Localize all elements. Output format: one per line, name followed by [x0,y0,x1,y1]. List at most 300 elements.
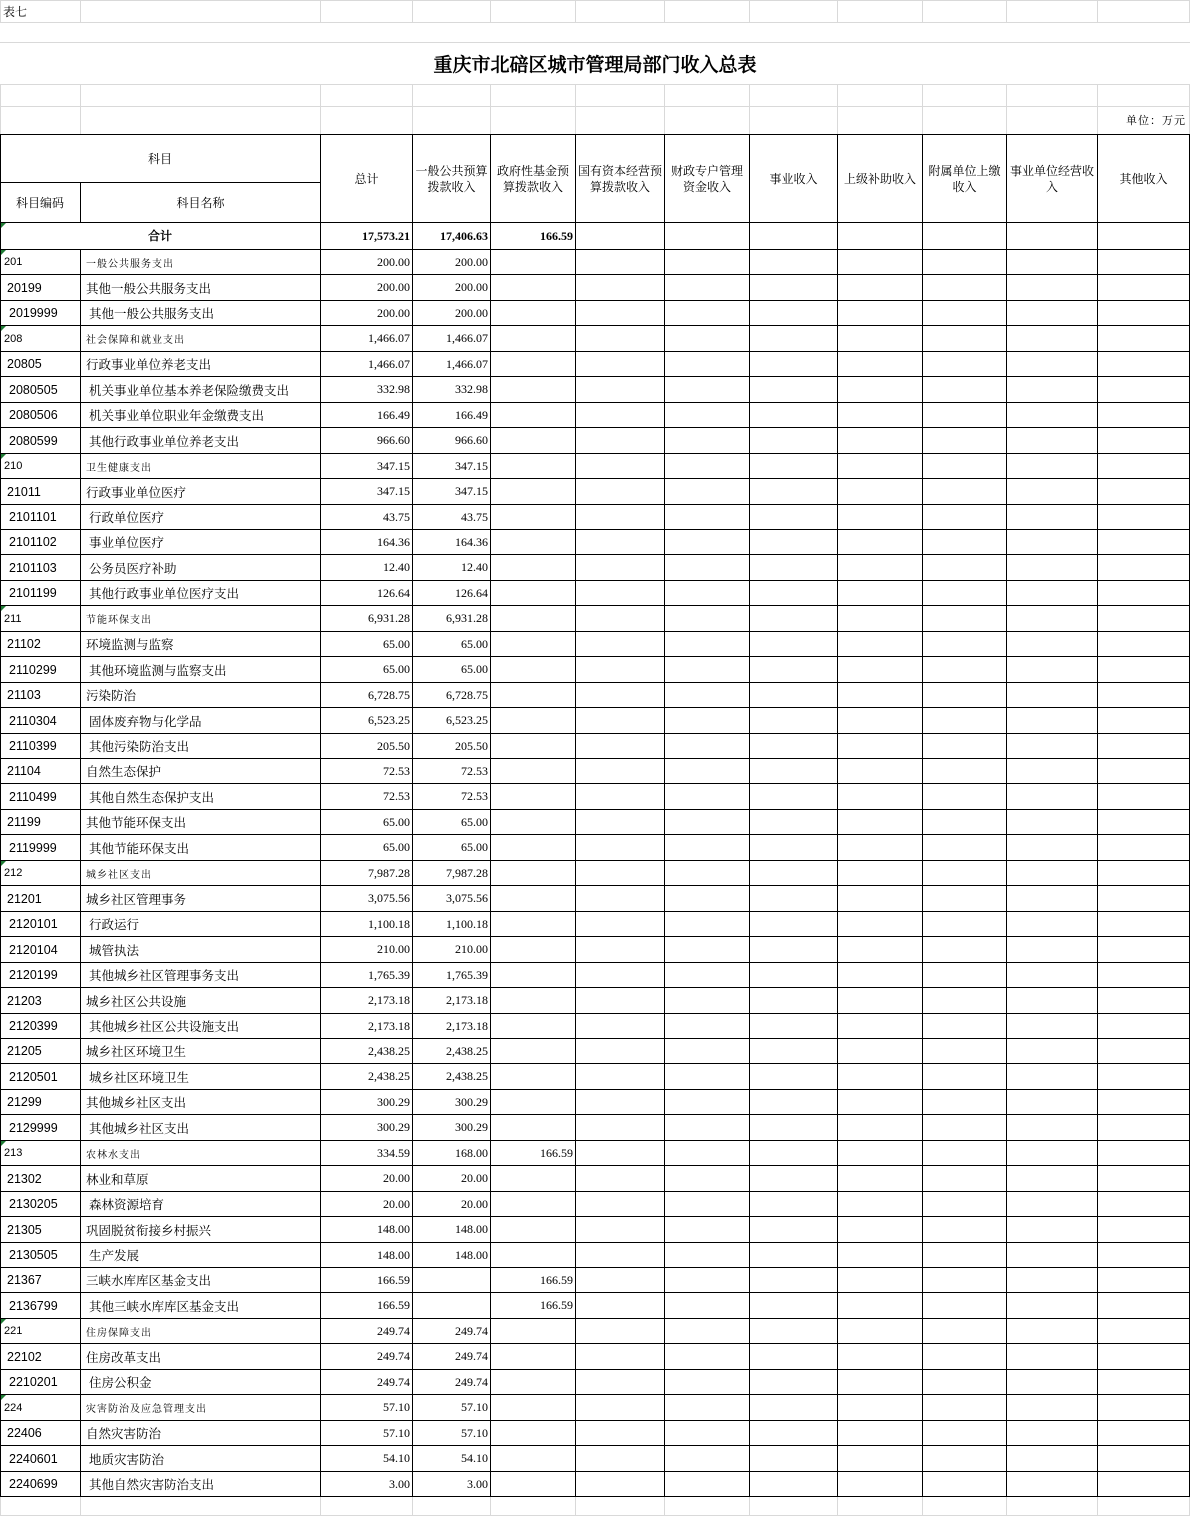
row-general: 1,765.39 [446,967,488,982]
row-code: 2101199 [9,586,57,600]
row-name: 行政事业单位养老支出 [86,357,212,372]
row-general: 347.15 [455,484,488,498]
grid-line [0,1515,1190,1516]
row-code: 2110304 [9,713,57,728]
cell-marker [1,454,6,459]
row-name: 巩固脱贫衔接乡村振兴 [86,1222,212,1238]
header-column: 国有资本经营预算拨款收入 [578,163,663,194]
row-name: 其他一般公共服务支出 [89,306,215,321]
row-name: 林业和草原 [86,1171,149,1187]
row-name: 环境监测与监察 [86,637,174,652]
grid-line [0,84,1,134]
row-name: 自然灾害防治 [86,1426,162,1441]
header-subject-code: 科目编码 [15,195,64,210]
grid-line [0,106,1190,107]
row-general: 148.00 [455,1222,488,1236]
header-column: 总计 [354,171,379,186]
row-code: 2136799 [9,1298,58,1313]
row-code: 21011 [7,484,41,499]
row-name: 行政事业单位医疗 [86,484,187,500]
grid-line [922,0,923,22]
grid-line [922,84,923,134]
row-total: 65.00 [383,840,410,854]
grid-line [490,84,491,134]
table-border [922,134,923,1497]
row-general: 3,075.56 [446,891,488,905]
row-code: 2101101 [9,510,57,524]
row-code: 212 [4,867,23,879]
row-general: 7,987.28 [446,865,488,880]
row-code: 22102 [7,1349,42,1364]
row-name: 机关事业单位职业年金缴费支出 [89,408,265,423]
row-name: 城管执法 [89,942,140,958]
row-name: 其他污染防治支出 [89,739,190,754]
row-fund [490,377,575,402]
row-total: 166.49 [377,407,410,422]
row-code: 2080506 [9,408,58,422]
row-general: 168.00 [455,1145,488,1160]
row-code: 2110299 [9,662,57,677]
grid-line [412,1497,413,1515]
row-code: 2101103 [9,560,57,575]
row-general: 249.74 [455,1323,488,1338]
row-total: 54.10 [383,1451,410,1465]
grid-line [664,84,665,134]
row-name: 其他自然生态保护支出 [89,789,215,805]
row-fund [490,1446,575,1471]
row-total: 12.40 [383,560,410,574]
row-general: 6,523.25 [446,713,488,727]
row-name: 其他城乡社区管理事务支出 [89,968,240,983]
unit-label: 单位：万元 [1126,114,1186,127]
row-name: 其他环境监测与监察支出 [89,662,227,678]
grid-line [575,84,576,134]
row-total: 347.15 [377,484,410,498]
row-fund [490,1014,575,1038]
row-general: 332.98 [455,382,488,396]
row-total: 249.74 [377,1374,410,1389]
grid-line [575,1497,576,1515]
row-code: 224 [4,1401,23,1414]
row-name: 城乡社区公共设施 [86,993,187,1009]
table-label: 表七 [3,4,28,19]
header-column: 上级补助收入 [843,171,916,186]
grid-line [490,1497,491,1515]
row-total: 72.53 [383,763,410,778]
grid-line [749,0,750,22]
row-code: 2080505 [9,382,58,397]
row-total: 1,466.07 [368,356,410,371]
row-fund [490,403,575,427]
row-fund [490,326,575,351]
row-name: 住房公积金 [89,1375,152,1390]
row-fund [490,1166,575,1191]
row-name: 节能环保支出 [86,615,152,626]
row-name: 其他行政事业单位养老支出 [89,433,240,449]
row-code: 201 [4,256,23,268]
row-total: 6,728.75 [368,687,410,702]
row-general: 57.10 [461,1400,488,1414]
row-general: 166.49 [455,407,488,422]
grid-line [664,0,665,22]
row-total: 200.00 [377,305,410,320]
row-general [412,1293,490,1318]
row-code: 2120399 [9,1019,58,1033]
row-name: 城乡社区环境卫生 [86,1044,187,1059]
cell-marker [1,1319,6,1324]
row-fund [490,1344,575,1369]
row-fund [490,912,575,936]
grid-line [0,22,1190,23]
row-name: 一般公共服务支出 [86,258,174,270]
row-general: 300.29 [455,1120,488,1134]
row-total: 300.29 [377,1120,410,1134]
row-total: 2,438.25 [368,1043,410,1058]
row-name: 机关事业单位基本养老保险缴费支出 [89,382,290,398]
grid-line [320,84,321,134]
row-fund [490,301,575,325]
row-code: 2080599 [9,433,58,448]
row-general: 20.00 [461,1171,488,1185]
row-name: 其他城乡社区公共设施支出 [89,1019,240,1034]
row-total: 166.59 [377,1272,410,1287]
row-name: 公务员医疗补助 [89,560,177,576]
row-general: 3.00 [467,1476,488,1491]
row-total: 148.00 [377,1222,410,1236]
row-name: 三峡水库库区基金支出 [86,1273,212,1288]
table-border [837,134,838,1497]
row-total: 126.64 [377,585,410,600]
header-column: 事业单位经营收入 [1009,163,1094,194]
header-column: 事业收入 [769,171,818,186]
total-total: 17,573.21 [362,228,410,243]
row-name: 其他三峡水库库区基金支出 [89,1298,240,1314]
row-name: 固体废弃物与化学品 [89,713,202,729]
row-general [412,1268,490,1292]
row-general: 2,173.18 [446,1018,488,1033]
page-title: 重庆市北碚区城市管理局部门收入总表 [433,53,757,76]
header-subject-name: 科目名称 [176,195,225,210]
row-general: 6,728.75 [446,687,488,702]
row-total: 300.29 [377,1094,410,1109]
row-general: 65.00 [461,662,488,676]
grid-line [80,1497,81,1515]
row-name: 其他城乡社区支出 [86,1095,187,1110]
row-general: 1,466.07 [446,356,488,371]
row-general: 249.74 [455,1349,488,1363]
row-code: 21367 [7,1273,42,1287]
row-code: 21104 [7,764,41,778]
header-column: 财政专户管理资金收入 [670,163,743,194]
grid-line [0,0,1,22]
row-total: 166.59 [377,1298,410,1312]
row-general: 65.00 [461,840,488,854]
row-general: 205.50 [455,738,488,753]
row-total: 210.00 [377,942,410,956]
row-general: 200.00 [455,254,488,269]
row-total: 347.15 [377,458,410,473]
row-general: 210.00 [455,942,488,956]
total-fund: 166.59 [540,228,573,243]
row-code: 21103 [7,688,41,702]
row-total: 2,173.18 [368,993,410,1007]
row-name: 行政单位医疗 [89,510,165,525]
row-total: 3,075.56 [368,891,410,905]
table-border [749,134,750,1497]
row-code: 213 [4,1147,23,1159]
grid-line [412,84,413,134]
row-total: 20.00 [383,1196,410,1211]
row-code: 2120101 [9,917,58,931]
row-fund [490,963,575,987]
row-fund [490,784,575,809]
row-total: 6,523.25 [368,713,410,727]
cell-marker [1,606,6,611]
row-fund [490,1472,575,1496]
row-fund: 166.59 [540,1272,573,1287]
row-code: 210 [4,460,23,472]
row-total: 43.75 [383,509,410,524]
row-name: 行政运行 [89,917,140,932]
row-name: 城乡社区管理事务 [86,891,187,907]
row-name: 其他节能环保支出 [86,815,187,830]
row-name: 社会保障和就业支出 [86,335,185,346]
row-code: 2110399 [9,739,57,753]
row-total: 65.00 [383,662,410,676]
row-total: 72.53 [383,789,410,803]
row-code: 21302 [7,1171,42,1186]
row-fund [490,1217,575,1242]
row-total: 148.00 [377,1247,410,1262]
row-code: 21305 [7,1222,42,1237]
row-code: 208 [4,332,23,345]
grid-line [1097,1497,1098,1515]
row-fund [490,1192,575,1216]
row-code: 2120199 [9,968,58,982]
row-name: 灾害防治及应急管理支出 [86,1404,207,1415]
row-total: 57.10 [383,1425,410,1440]
row-fund [490,1039,575,1063]
row-total: 249.74 [377,1349,410,1363]
row-general: 2,173.18 [446,993,488,1007]
row-general: 1,466.07 [446,331,488,345]
row-total: 2,173.18 [368,1018,410,1033]
row-name: 自然生态保护 [86,764,162,779]
row-name: 其他城乡社区支出 [89,1120,190,1136]
row-fund [490,505,575,529]
row-code: 2110499 [9,789,57,804]
row-total: 249.74 [377,1323,410,1338]
grid-line [1097,0,1098,22]
row-code: 21205 [7,1044,42,1058]
grid-line [80,84,81,134]
row-name: 生产发展 [89,1248,140,1263]
row-code: 2019999 [9,306,58,320]
header-subject-group: 科目 [147,151,172,166]
header-column: 政府性基金预算拨款收入 [496,163,569,194]
row-code: 2130205 [9,1197,58,1211]
row-fund [490,759,575,783]
row-total: 334.59 [377,1145,410,1160]
row-general: 6,931.28 [446,611,488,625]
row-total: 2,438.25 [368,1069,410,1083]
row-fund [490,988,575,1013]
header-column: 其他收入 [1119,171,1168,186]
row-fund [490,454,575,478]
row-general: 200.00 [455,305,488,320]
row-total: 20.00 [383,1171,410,1185]
row-name: 其他一般公共服务支出 [86,280,212,296]
row-code: 22406 [7,1426,42,1440]
grid-line [1097,84,1098,134]
grid-line [1006,84,1007,134]
row-general: 12.40 [461,560,488,574]
row-general: 200.00 [455,280,488,294]
cell-marker [1,1395,6,1400]
row-name: 污染防治 [86,688,137,703]
grid-line [490,0,491,22]
table-border [0,1496,1190,1497]
row-fund [490,428,575,453]
row-fund [490,937,575,962]
row-fund [490,275,575,300]
row-name: 住房改革支出 [86,1349,162,1365]
row-general: 966.60 [455,433,488,447]
row-fund [490,1115,575,1140]
row-fund [490,1319,575,1343]
row-fund: 166.59 [540,1298,573,1312]
row-total: 65.00 [383,636,410,651]
row-general: 43.75 [461,509,488,524]
row-fund [490,1421,575,1445]
row-code: 2130505 [9,1248,58,1262]
header-column: 一般公共预算拨款收入 [415,163,488,194]
row-fund [490,1370,575,1394]
row-code: 2120501 [9,1069,58,1084]
row-code: 21299 [7,1095,42,1109]
table-border [1097,134,1098,1497]
row-name: 卫生健康支出 [86,462,152,474]
table-border [664,134,665,1497]
grid-line [575,0,576,22]
row-fund [490,352,575,376]
row-general: 72.53 [461,763,488,778]
row-code: 2101102 [9,535,57,549]
grid-line [0,84,1190,85]
row-fund [490,861,575,885]
row-fund [490,1064,575,1089]
grid-line [0,0,1190,1]
row-total: 1,100.18 [368,916,410,931]
table-border [575,134,576,1497]
grid-line [922,1497,923,1515]
row-name: 城乡社区支出 [86,869,152,881]
row-code: 2210201 [9,1375,58,1389]
row-name: 地质灾害防治 [89,1451,165,1467]
row-total: 200.00 [377,280,410,294]
row-name: 农林水支出 [86,1149,141,1161]
row-total: 1,765.39 [368,967,410,982]
cell-marker [1,1141,6,1146]
row-general: 54.10 [461,1451,488,1465]
grid-line [837,84,838,134]
row-total: 1,466.07 [368,331,410,345]
row-fund [490,555,575,580]
row-fund [490,581,575,605]
row-general: 249.74 [455,1374,488,1389]
grid-line [320,1497,321,1515]
row-fund [490,250,575,274]
row-fund [490,1243,575,1267]
grid-line [0,1497,1,1515]
row-fund [490,835,575,860]
row-fund [490,1090,575,1114]
row-general: 1,100.18 [446,916,488,931]
grid-line [0,42,1190,43]
row-total: 65.00 [383,814,410,829]
grid-line [1006,0,1007,22]
row-general: 72.53 [461,789,488,803]
row-code: 2240699 [9,1477,58,1491]
row-total: 3.00 [389,1476,410,1491]
row-general: 2,438.25 [446,1043,488,1058]
row-total: 6,931.28 [368,611,410,625]
row-code: 2120104 [9,942,58,957]
row-code: 2129999 [9,1120,58,1135]
row-name: 其他自然灾害防治支出 [89,1477,215,1492]
cell-marker [1,223,6,228]
row-name: 事业单位医疗 [89,535,165,550]
row-general: 57.10 [461,1425,488,1440]
row-fund: 166.59 [540,1145,573,1160]
row-total: 205.50 [377,738,410,753]
row-fund [490,734,575,758]
row-general: 20.00 [461,1196,488,1211]
row-fund [490,606,575,631]
row-fund [490,683,575,707]
row-code: 21199 [7,815,41,829]
cell-marker [1,250,6,255]
row-general: 126.64 [455,585,488,600]
row-total: 57.10 [383,1400,410,1414]
total-label: 合计 [147,229,172,243]
row-general: 347.15 [455,458,488,473]
row-name: 森林资源培育 [89,1197,165,1212]
row-code: 20199 [7,280,42,295]
row-general: 148.00 [455,1247,488,1262]
row-code: 2119999 [9,840,57,855]
row-code: 21102 [7,637,41,651]
row-fund [490,810,575,834]
row-total: 164.36 [377,534,410,549]
row-general: 65.00 [461,814,488,829]
grid-line [837,1497,838,1515]
row-code: 211 [4,612,22,625]
row-fund [490,632,575,656]
row-total: 200.00 [377,254,410,269]
row-general: 2,438.25 [446,1069,488,1083]
row-fund [490,1395,575,1420]
row-fund [490,479,575,504]
header-column: 附属单位上缴收入 [928,163,1001,194]
row-code: 21201 [7,891,42,906]
row-general: 164.36 [455,534,488,549]
row-total: 7,987.28 [368,865,410,880]
row-total: 332.98 [377,382,410,396]
row-fund [490,708,575,733]
row-code: 221 [4,1325,23,1337]
row-general: 65.00 [461,636,488,651]
